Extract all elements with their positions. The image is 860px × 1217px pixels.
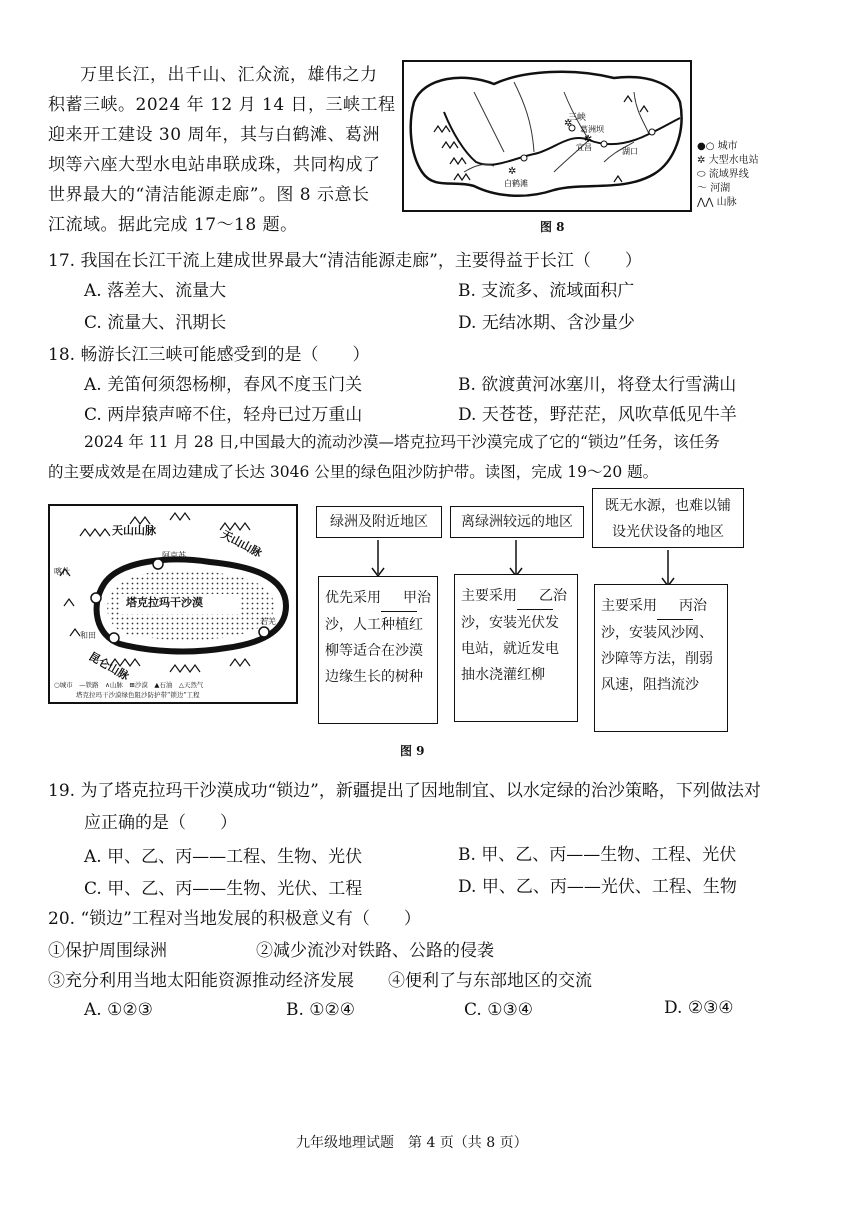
map-label-baihetan: 白鹤滩: [504, 179, 528, 188]
fig9-map-footer: 塔克拉玛干沙漠绿色阻沙防护带“锁边”工程: [76, 691, 200, 699]
intro1-line-2: 积蓄三峡。2024 年 12 月 14 日，三峡工程: [48, 95, 396, 115]
fig9-head-oasis: 绿洲及附近地区: [316, 506, 442, 538]
mountain-icon: ⋀⋀: [697, 197, 714, 208]
map-label-hetian: 和田: [80, 631, 96, 640]
q20-statement-2: ②减少流沙对铁路、公路的侵袭: [256, 941, 494, 961]
fig9-box-yi: 主要采用 乙治沙，安装光伏发电站，就近发电抽水浇灌红柳: [454, 574, 578, 722]
legend-dam: ✲ 大型水电站: [697, 155, 759, 166]
map-label-ruoqiang: 若羌: [260, 617, 276, 626]
q18-option-d[interactable]: D. 天苍苍，野茫茫，风吹草低见牛羊: [458, 405, 737, 425]
q20-option-c[interactable]: C. ①③④: [464, 1000, 533, 1020]
figure-9-map: [48, 504, 298, 704]
blank-yi: 乙: [517, 583, 553, 610]
map-label-tianshan-2: 天山山脉: [218, 527, 264, 560]
yangtze-river: [444, 112, 680, 165]
svg-text:✲: ✲: [584, 134, 593, 145]
intro1-line-1: 万里长江，出千山、汇众流，雄伟之力: [80, 65, 378, 85]
q17-option-b[interactable]: B. 支流多、流域面积广: [458, 281, 635, 301]
dam-icon: ✲: [697, 155, 706, 166]
basin-boundary: [411, 72, 682, 196]
q20-statement-3: ③充分利用当地太阳能资源推动经济发展: [48, 971, 354, 991]
page-footer: 九年级地理试题 第 4 页（共 8 页）: [296, 1135, 528, 1151]
figure-8-map: [402, 60, 692, 212]
mountain-symbols: [434, 96, 648, 182]
q17-option-d[interactable]: D. 无结冰期、含沙量少: [458, 313, 635, 333]
figure-9-caption: 图 9: [400, 744, 425, 758]
blank-bing: 丙: [657, 593, 693, 620]
q20-statement-4: ④便利了与东部地区的交流: [388, 971, 592, 991]
fig9-box-jia: 优先采用 甲治沙，人工种植红柳等适合在沙漠边缘生长的树种: [318, 576, 438, 724]
map-label-yichang: 宜昌: [576, 143, 592, 152]
map-label-hukou: 湖口: [622, 147, 638, 156]
intro1-line-3: 迎来开工建设 30 周年，其与白鹤滩、葛洲: [48, 125, 380, 145]
intro1-line-5: 世界最大的“清洁能源走廊”。图 8 示意长: [48, 185, 370, 205]
q19-option-d[interactable]: D. 甲、乙、丙——光伏、工程、生物: [458, 877, 737, 897]
tributaries: [464, 82, 649, 172]
intro2-line-2: 的主要成效是在周边建成了长达 3046 公里的绿色阻沙防护带。读图，完成 19～20 题。: [48, 463, 659, 481]
q20-statement-1: ①保护周围绿洲: [48, 941, 167, 961]
legend-mountain: ⋀⋀ 山脉: [697, 197, 737, 208]
q18-stem: 18. 畅游长江三峡可能感受到的是（ ）: [48, 345, 370, 365]
fig8-legend: [697, 140, 759, 210]
svg-text:✲: ✲: [564, 118, 573, 129]
intro1-line-4: 坝等六座大型水电站串联成珠，共同构成了: [48, 155, 381, 175]
q20-option-d[interactable]: D. ②③④: [664, 998, 734, 1018]
boundary-icon: ⬭: [697, 169, 706, 180]
city-icon: ●○: [697, 141, 715, 152]
q18-option-a[interactable]: A. 羌笛何须怨杨柳，春风不度玉门关: [84, 375, 363, 395]
fig9-map-legend: ○城市 —铁路 ∧山脉 ⊞沙漠 ▲石油 △天然气: [54, 681, 204, 689]
q17-stem: 17. 我国在长江干流上建成世界最大“清洁能源走廊”，主要得益于长江（ ）: [48, 251, 642, 271]
river-icon: 〜: [697, 183, 707, 194]
map-label-desert: 塔克拉玛干沙漠: [126, 596, 203, 609]
figure-8-caption: 图 8: [540, 220, 565, 234]
fig9-head-far: 离绿洲较远的地区: [450, 506, 584, 538]
svg-text:✲: ✲: [508, 166, 517, 177]
yangtze-basin-map-svg: [404, 62, 690, 210]
intro1-line-6: 江流域。据此完成 17～18 题。: [48, 215, 298, 235]
q19-option-a[interactable]: A. 甲、乙、丙——工程、生物、光伏: [84, 847, 363, 867]
map-label-tianshan-1: 天山山脉: [112, 524, 156, 537]
q19-stem-line-1: 19. 为了塔克拉玛干沙漠成功“锁边”，新疆提出了因地制宜、以水定绿的治沙策略，下列做法对: [48, 781, 761, 801]
q17-option-a[interactable]: A. 落差大、流量大: [84, 281, 227, 301]
fig9-box-bing: 主要采用 丙治沙，安装风沙网、沙障等方法，削弱风速，阻挡流沙: [594, 584, 728, 732]
map-label-kashi: 喀什: [54, 567, 70, 576]
fig9-head-none: 既无水源，也难以铺设光伏设备的地区: [592, 488, 744, 548]
q19-stem-line-2: 应正确的是（ ）: [84, 813, 237, 833]
map-label-akesu: 阿克苏: [162, 551, 186, 560]
q18-option-b[interactable]: B. 欲渡黄河冰塞川，将登太行雪满山: [458, 375, 737, 395]
map-label-sanxia: 三峡: [568, 113, 587, 123]
map-label-gezhouba: 葛洲坝: [580, 125, 604, 134]
q19-option-b[interactable]: B. 甲、乙、丙——生物、工程、光伏: [458, 845, 737, 865]
legend-boundary: ⬭ 流域界线: [697, 169, 749, 180]
map-label-kunlun: 昆仑山脉: [86, 649, 132, 683]
legend-river: 〜 河湖: [697, 183, 731, 194]
q19-option-c[interactable]: C. 甲、乙、丙——生物、光伏、工程: [84, 879, 363, 899]
intro2-line-1: 2024 年 11 月 28 日,中国最大的流动沙漠—塔克拉玛干沙漠完成了它的“锁边”任务，该任务: [84, 433, 720, 451]
legend-city: ●○ 城市: [697, 141, 738, 152]
q17-option-c[interactable]: C. 流量大、汛期长: [84, 313, 227, 333]
blank-jia: 甲: [381, 585, 417, 612]
q20-stem: 20. “锁边”工程对当地发展的积极意义有（ ）: [48, 909, 421, 929]
q18-option-c[interactable]: C. 两岸猿声啼不住，轻舟已过万重山: [84, 405, 363, 425]
q20-option-a[interactable]: A. ①②③: [84, 1000, 153, 1020]
q20-option-b[interactable]: B. ①②④: [286, 1000, 356, 1020]
